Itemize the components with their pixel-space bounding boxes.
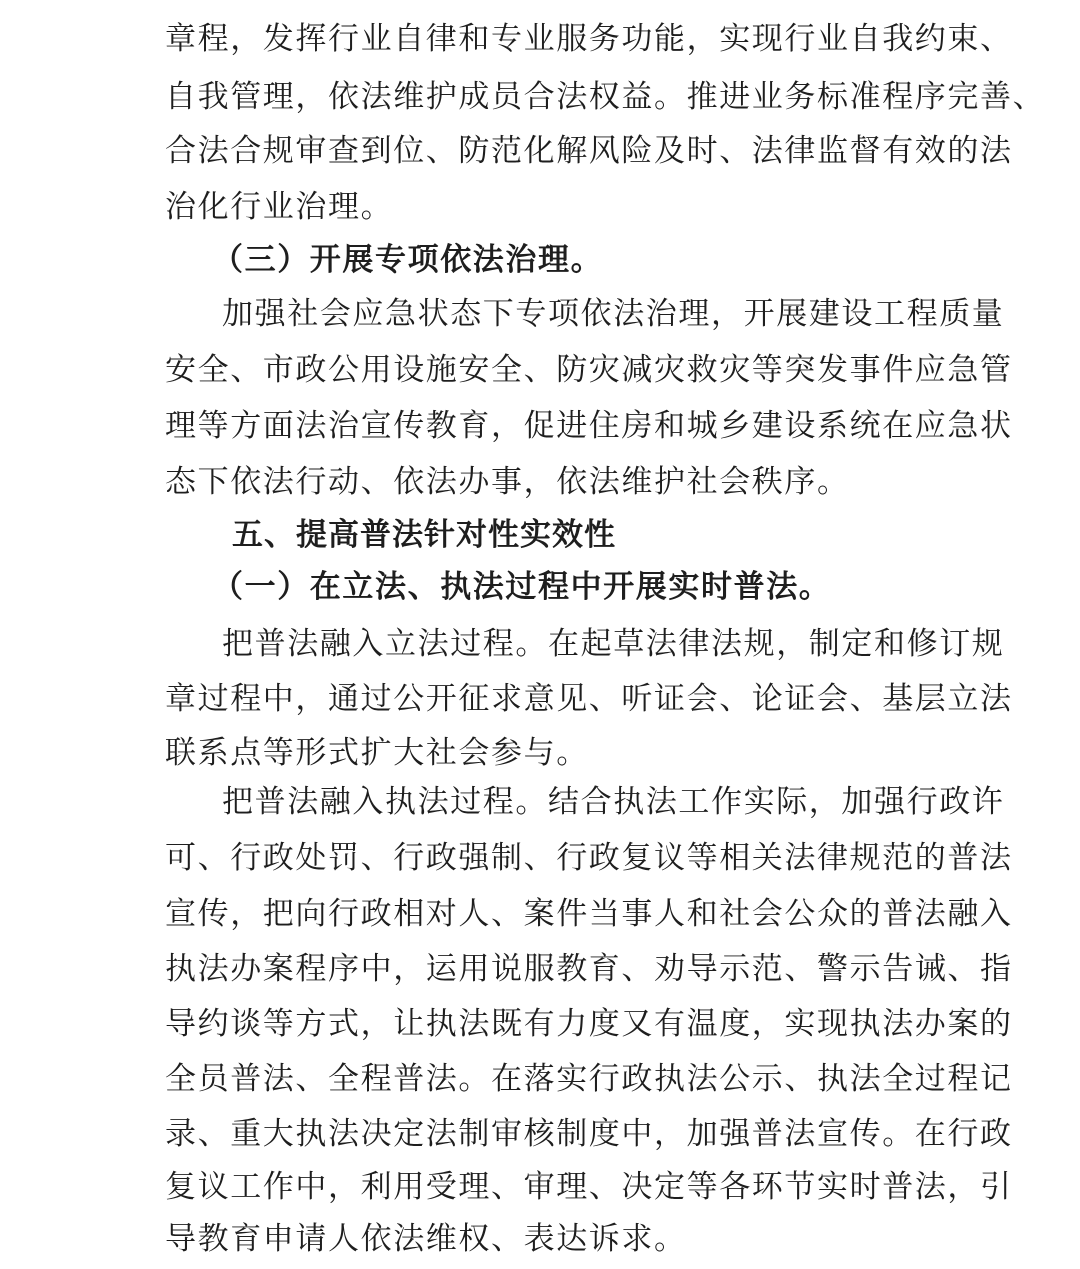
text-line: 把普法融入执法过程。结合执法工作实际，加强行政许 bbox=[222, 784, 1005, 820]
text-line: 导教育申请人依法维权、表达诉求。 bbox=[165, 1221, 687, 1257]
text-line: 复议工作中，利用受理、审理、决定等各环节实时普法，引 bbox=[165, 1169, 1013, 1205]
text-line: 可、行政处罚、行政强制、行政复议等相关法律规范的普法 bbox=[165, 840, 1013, 876]
text-line: 治化行业治理。 bbox=[165, 189, 394, 225]
text-line: 把普法融入立法过程。在起草法律法规，制定和修订规 bbox=[222, 626, 1005, 662]
text-line: 章程，发挥行业自律和专业服务功能，实现行业自我约束、 bbox=[165, 21, 1013, 57]
text-line: 安全、市政公用设施安全、防灾减灾救灾等突发事件应急管 bbox=[165, 352, 1013, 388]
text-line: 宣传，把向行政相对人、案件当事人和社会公众的普法融入 bbox=[165, 896, 1013, 932]
text-line: 合法合规审查到位、防范化解风险及时、法律监督有效的法 bbox=[165, 133, 1013, 169]
text-line: 自我管理，依法维护成员合法权益。推进业务标准程序完善、 bbox=[165, 79, 1046, 115]
text-line: 态下依法行动、依法办事，依法维护社会秩序。 bbox=[165, 464, 850, 500]
text-line: 执法办案程序中，运用说服教育、劝导示范、警示告诫、指 bbox=[165, 951, 1013, 987]
text-line: 理等方面法治宣传教育，促进住房和城乡建设系统在应急状 bbox=[165, 408, 1013, 444]
subheading-realtime-legal-education: （一）在立法、执法过程中开展实时普法。 bbox=[212, 569, 832, 605]
text-line: 加强社会应急状态下专项依法治理，开展建设工程质量 bbox=[222, 296, 1005, 332]
text-line: 导约谈等方式，让执法既有力度又有温度，实现执法办案的 bbox=[165, 1006, 1013, 1042]
section-heading-five: 五、提高普法针对性实效性 bbox=[232, 517, 616, 553]
subheading-special-governance: （三）开展专项依法治理。 bbox=[212, 242, 604, 278]
text-line: 联系点等形式扩大社会参与。 bbox=[165, 735, 589, 771]
text-line: 章过程中，通过公开征求意见、听证会、论证会、基层立法 bbox=[165, 681, 1013, 717]
text-line: 全员普法、全程普法。在落实行政执法公示、执法全过程记 bbox=[165, 1061, 1013, 1097]
text-line: 录、重大执法决定法制审核制度中，加强普法宣传。在行政 bbox=[165, 1116, 1013, 1152]
